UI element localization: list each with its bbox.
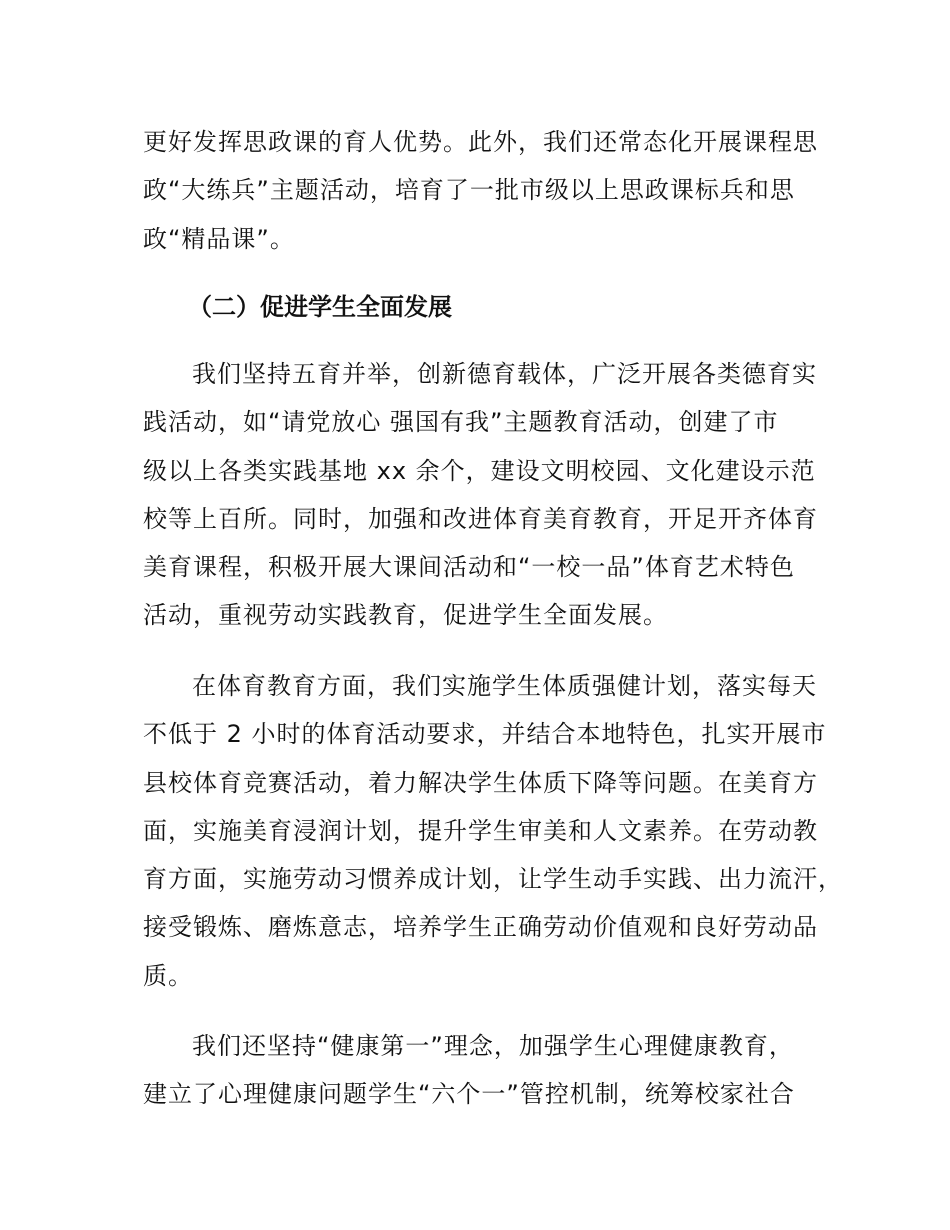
text-line: 践活动，如“请党放心 强国有我”主题教育活动，创建了市 <box>143 408 779 437</box>
text-line: 县校体育竞赛活动，着力解决学生体质下降等问题。在美育方 <box>143 768 818 797</box>
text-line: 级以上各类实践基地 xx 余个，建设文明校园、文化建设示范 <box>143 456 816 485</box>
paragraph-ideology-courses <box>143 118 823 263</box>
paragraph-sports-arts-labor <box>143 662 843 1000</box>
text-line: 美育课程，积极开展大课间活动和“一校一品”体育艺术特色 <box>143 553 795 582</box>
text-line: 接受锻炼、磨炼意志，培养学生正确劳动价值观和良好劳动品 <box>143 913 818 942</box>
section-heading: （二）促进学生全面发展 <box>188 293 452 321</box>
text-line: 质。 <box>143 961 193 990</box>
text-line: 更好发挥思政课的育人优势。此外，我们还常态化开展课程思 <box>143 128 818 156</box>
text-line: 校等上百所。同时，加强和改进体育美育教育，开足开齐体育 <box>143 504 818 533</box>
text-line: 政“大练兵”主题活动，培育了一批市级以上思政课标兵和思 <box>143 176 795 205</box>
text-line: 不低于 2 小时的体育活动要求，并结合本地特色，扎实开展市 <box>143 720 827 749</box>
text-line: 活动，重视劳动实践教育，促进学生全面发展。 <box>143 601 668 630</box>
text-line: 我们还坚持“健康第一”理念，加强学生心理健康教育， <box>192 1032 794 1060</box>
text-line: 我们坚持五育并举，创新德育载体，广泛开展各类德育实 <box>192 360 817 388</box>
text-line: 建立了心理健康问题学生“六个一”管控机制，统筹校家社合 <box>143 1080 795 1109</box>
text-line: 面，实施美育浸润计划，提升学生审美和人文素养。在劳动教 <box>143 816 818 845</box>
paragraph-mental-health <box>143 1022 823 1119</box>
text-line: 育方面，实施劳动习惯养成计划，让学生动手实践、出力流汗， <box>143 865 843 894</box>
text-line: 在体育教育方面，我们实施学生体质强健计划，落实每天 <box>192 672 817 700</box>
text-line: 政“精品课”。 <box>143 224 295 253</box>
paragraph-five-education <box>143 350 823 640</box>
